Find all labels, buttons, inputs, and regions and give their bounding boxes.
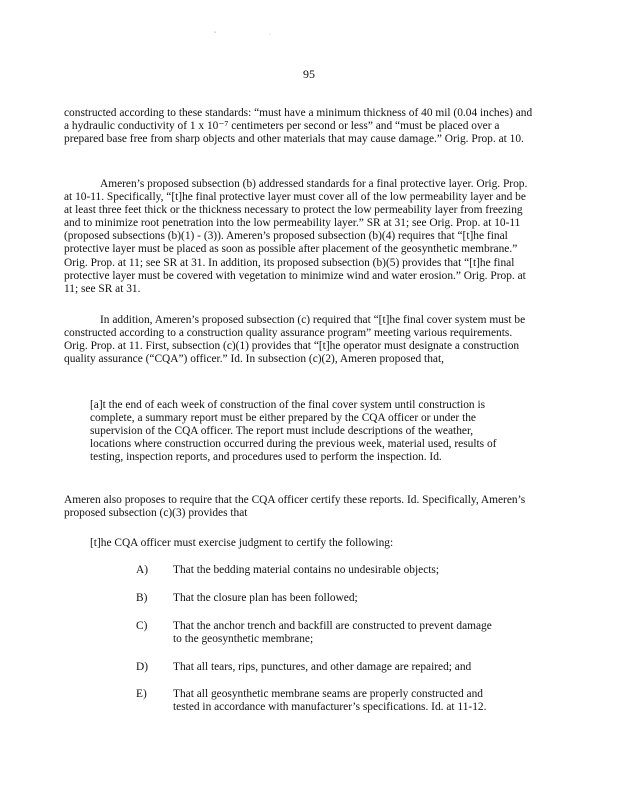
paragraph-1 [64, 107, 534, 146]
paragraph-text: constructed according to these standards: “must have a minimum thickness of 40 mil (0.04 inches) and a hydraulic conductivity of 1 x 10⁻⁷ centimeters per second or less” and “must be placed over a prepared base free from sharp objects and other materials that may cause damage.” Orig. Prop. at 10. [64, 107, 533, 146]
page-number: 95 [303, 67, 315, 81]
paragraph-4 [64, 494, 534, 520]
quote-text: [a]t the end of each week of construction of the final cover system until construction is complete, a summary report must be either prepared by the CQA officer or under the supervision of the CQA officer. The report must include descriptions of the weather, locations where construction occurred during the previous week, material used, results of testing, inspection reports, and procedures used to perform the inspection. Id. [90, 399, 497, 464]
paragraph-text: In addition, Ameren’s proposed subsection (c) required that “[t]he final cover system must be constructed according to a construction quality assurance program” meeting various requirements. Orig. Prop. at 11. First, subsection (c)(1) provides that “[t]he operator must designate a construction quality assurance (“CQA”) officer.” Id. In subsection (c)(2), Ameren proposed that, [64, 314, 526, 366]
block-quote-1 [90, 399, 510, 464]
paragraph-text: Ameren also proposes to require that the CQA officer certify these reports. Id. Specifically, Ameren’s proposed subsection (c)(3) provides that [64, 494, 526, 520]
block-quote-2 [90, 537, 510, 550]
list-item-letter: A) [136, 564, 149, 576]
paragraph-text: Ameren’s proposed subsection (b) addressed standards for a final protective layer. Orig. Prop. at 10-11. Specifically, “[t]he final protective layer must cover all of the low permeability layer and be at least three feet thick or the thickness necessary to protect the low permeability layer from freezing and to minimize root penetration into the low permeability layer.” SR at 31; see Orig. Prop. at 10-11 (proposed subsections (b)(1) - (3)). Ameren’s proposed subsection (b)(4) requires that “[t]he final protective layer must be placed as soon as possible after placement of the geosynthetic membrane.” Orig. Prop. at 11; see SR at 31. In addition, its proposed subsection (b)(5) provides that “[t]he final protective layer must be covered with vegetation to minimize wind and water erosion.” Orig. Prop. at 11; see SR at 31. [64, 178, 528, 295]
scan-artifact: · [269, 32, 271, 38]
list-item-text: That the anchor trench and backfill are constructed to prevent damage to the geosynthetic membrane; [173, 620, 492, 646]
quote-text: [t]he CQA officer must exercise judgment to certify the following: [90, 537, 394, 549]
list-item-text: That the bedding material contains no undesirable objects; [173, 564, 440, 576]
list-item-letter: D) [136, 661, 149, 673]
list-item-letter: E) [136, 688, 147, 700]
list-item-letter: C) [136, 620, 148, 632]
list-item-letter: B) [136, 592, 148, 604]
scan-artifact: ˘ [214, 32, 216, 38]
paragraph-2 [64, 178, 534, 296]
paragraph-3 [64, 314, 534, 366]
list-item-text: That all geosynthetic membrane seams are properly constructed and tested in accordance with manufacturer’s specifications. Id. at 11-12. [173, 688, 487, 714]
list-item-text: That the closure plan has been followed; [173, 592, 358, 604]
list-item-text: That all tears, rips, punctures, and other damage are repaired; and [173, 661, 472, 673]
